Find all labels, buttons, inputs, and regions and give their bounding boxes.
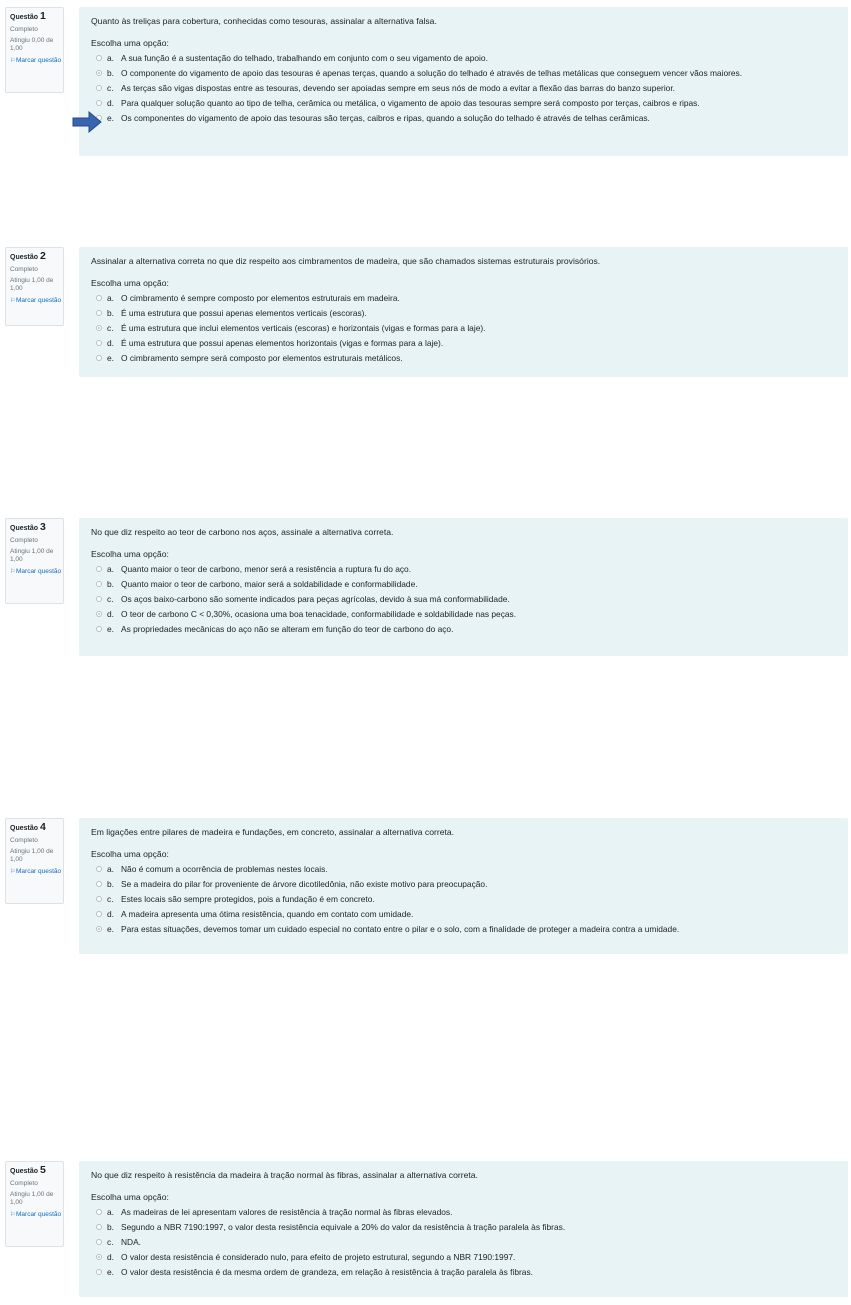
question-grade: Atingiu 0,00 de 1,00: [10, 37, 54, 52]
question-number: Questão 1: [10, 10, 46, 22]
radio-button[interactable]: [96, 1224, 102, 1230]
radio-button[interactable]: [96, 295, 102, 301]
question-number: Questão 4: [10, 821, 46, 833]
option-a[interactable]: a. A sua função é a sustentação do telhado, trabalhando em conjunto com o seu vigamento de apoio.: [91, 51, 838, 66]
option-c[interactable]: c. As terças são vigas dispostas entre as tesouras, devendo ser apoiadas sempre em seus nós de modo a evitar a flexão das barras do banzo superior.: [91, 81, 838, 96]
radio-button[interactable]: [96, 310, 102, 316]
radio-button[interactable]: [96, 881, 102, 887]
answer-prompt: Escolha uma opção:: [91, 849, 169, 859]
flag-question-link[interactable]: ⚐ Marcar questão: [10, 57, 62, 64]
radio-button-selected[interactable]: [96, 611, 102, 617]
question-content: [79, 1161, 848, 1297]
option-a[interactable]: a. Não é comum a ocorrência de problemas nestes locais.: [91, 862, 838, 877]
radio-button[interactable]: [96, 100, 102, 106]
question-grade: Atingiu 1,00 de 1,00: [10, 848, 54, 863]
option-b[interactable]: b. É uma estrutura que possui apenas elementos verticais (escoras).: [91, 306, 838, 321]
radio-button[interactable]: [96, 896, 102, 902]
question-state: Completo: [10, 837, 38, 844]
radio-button[interactable]: [96, 626, 102, 632]
question-number: Questão 3: [10, 521, 46, 533]
option-a[interactable]: a. Quanto maior o teor de carbono, menor será a resistência a ruptura fu do aço.: [91, 562, 838, 577]
radio-button[interactable]: [96, 355, 102, 361]
flag-question-link[interactable]: ⚐ Marcar questão: [10, 868, 62, 875]
question-number: Questão 2: [10, 250, 46, 262]
question-text: Em ligações entre pilares de madeira e fundações, em concreto, assinalar a alternativa correta.: [91, 827, 455, 837]
radio-button-selected[interactable]: [96, 70, 102, 76]
radio-button-selected[interactable]: [96, 926, 102, 932]
option-c[interactable]: c. Os aços baixo-carbono são somente indicados para peças agrícolas, devido à sua má conformabilidade.: [91, 592, 838, 607]
option-e[interactable]: e. As propriedades mecânicas do aço não se alteram em função do teor de carbono do aço.: [91, 622, 838, 637]
option-d[interactable]: d. A madeira apresenta uma ótima resistência, quando em contato com umidade.: [91, 907, 838, 922]
option-c[interactable]: c. É uma estrutura que inclui elementos verticais (escoras) e horizontais (vigas e formas para a laje).: [91, 321, 838, 336]
question-state: Completo: [10, 537, 38, 544]
flag-icon: ⚐: [10, 298, 16, 304]
question-grade: Atingiu 1,00 de 1,00: [10, 548, 54, 563]
question-number: Questão 5: [10, 1164, 46, 1176]
answer-prompt: Escolha uma opção:: [91, 278, 169, 288]
flag-icon: ⚐: [10, 1212, 16, 1218]
option-b[interactable]: b. O componente do vigamento de apoio das tesouras é apenas terças, quando a solução do telhado é através de telhas metálicas que conseguem vencer vãos maiores.: [91, 66, 838, 81]
question-info: [5, 818, 64, 904]
answer-prompt: Escolha uma opção:: [91, 549, 169, 559]
option-a[interactable]: a. O cimbramento é sempre composto por elementos estruturais em madeira.: [91, 291, 838, 306]
question-info: [5, 1161, 64, 1247]
flag-question-link[interactable]: ⚐ Marcar questão: [10, 297, 62, 304]
option-a[interactable]: a. As madeiras de lei apresentam valores de resistência à tração normal às fibras elevados.: [91, 1205, 838, 1220]
question-text: Assinalar a alternativa correta no que diz respeito aos cimbramentos de madeira, que são chamados sistemas estruturais provisórios.: [91, 256, 601, 266]
radio-button[interactable]: [96, 866, 102, 872]
option-e[interactable]: e. O cimbramento sempre será composto por elementos estruturais metálicos.: [91, 351, 838, 366]
question-content: [79, 518, 848, 656]
option-c[interactable]: c. Estes locais são sempre protegidos, pois a fundação é em concreto.: [91, 892, 838, 907]
option-e[interactable]: e. Os componentes do vigamento de apoio das tesouras são terças, caibros e ripas, quando a solução do telhado é através de telhas cerâmicas.: [91, 111, 838, 126]
radio-button[interactable]: [96, 1239, 102, 1245]
question-grade: Atingiu 1,00 de 1,00: [10, 1191, 54, 1206]
option-b[interactable]: b. Se a madeira do pilar for proveniente de árvore dicotiledônia, não existe motivo para preocupação.: [91, 877, 838, 892]
question-grade: Atingiu 1,00 de 1,00: [10, 277, 54, 292]
option-c[interactable]: c. NDA.: [91, 1235, 838, 1250]
question-text: Quanto às treliças para cobertura, conhecidas como tesouras, assinalar a alternativa falsa.: [91, 16, 437, 26]
question-state: Completo: [10, 26, 38, 33]
flag-icon: ⚐: [10, 58, 16, 64]
flag-icon: ⚐: [10, 569, 16, 575]
radio-button[interactable]: [96, 566, 102, 572]
question-info: [5, 7, 64, 93]
flag-question-link[interactable]: ⚐ Marcar questão: [10, 568, 62, 575]
option-d[interactable]: d. É uma estrutura que possui apenas elementos horizontais (vigas e formas para a laje).: [91, 336, 838, 351]
radio-button-selected[interactable]: [96, 1254, 102, 1260]
radio-button[interactable]: [96, 581, 102, 587]
flag-icon: ⚐: [10, 869, 16, 875]
radio-button[interactable]: [96, 1269, 102, 1275]
radio-button[interactable]: [96, 85, 102, 91]
question-content: [79, 7, 848, 156]
radio-button[interactable]: [96, 596, 102, 602]
question-text: No que diz respeito ao teor de carbono nos aços, assinale a alternativa correta.: [91, 527, 394, 537]
option-d[interactable]: d. O valor desta resistência é considerado nulo, para efeito de projeto estrutural, segundo a NBR 7190:1997.: [91, 1250, 838, 1265]
right-arrow-icon: [72, 111, 102, 133]
option-e[interactable]: e. Para estas situações, devemos tomar um cuidado especial no contato entre o pilar e o solo, com a finalidade de proteger a madeira contra a umidade.: [91, 922, 838, 937]
option-e[interactable]: e. O valor desta resistência é da mesma ordem de grandeza, em relação à resistência à tração paralela às fibras.: [91, 1265, 838, 1280]
radio-button[interactable]: [96, 55, 102, 61]
question-content: [79, 247, 848, 377]
radio-button[interactable]: [96, 911, 102, 917]
option-b[interactable]: b. Quanto maior o teor de carbono, maior será a soldabilidade e conformabilidade.: [91, 577, 838, 592]
answer-prompt: Escolha uma opção:: [91, 1192, 169, 1202]
option-d[interactable]: d. Para qualquer solução quanto ao tipo de telha, cerâmica ou metálica, o vigamento de apoio das tesouras sempre será composto por terças, caibros e ripas.: [91, 96, 838, 111]
question-info: [5, 247, 64, 326]
flag-question-link[interactable]: ⚐ Marcar questão: [10, 1211, 62, 1218]
option-d[interactable]: d. O teor de carbono C < 0,30%, ocasiona uma boa tenacidade, conformabilidade e soldabilidade nas peças.: [91, 607, 838, 622]
question-info: [5, 518, 64, 604]
radio-button[interactable]: [96, 1209, 102, 1215]
question-state: Completo: [10, 1180, 38, 1187]
question-text: No que diz respeito à resistência da madeira à tração normal às fibras, assinalar a alternativa correta.: [91, 1170, 478, 1180]
radio-button-selected[interactable]: [96, 325, 102, 331]
option-b[interactable]: b. Segundo a NBR 7190:1997, o valor desta resistência equivale a 20% do valor da resistência à tração paralela às fibras.: [91, 1220, 838, 1235]
radio-button[interactable]: [96, 340, 102, 346]
question-content: [79, 818, 848, 954]
question-state: Completo: [10, 266, 38, 273]
answer-prompt: Escolha uma opção:: [91, 38, 169, 48]
